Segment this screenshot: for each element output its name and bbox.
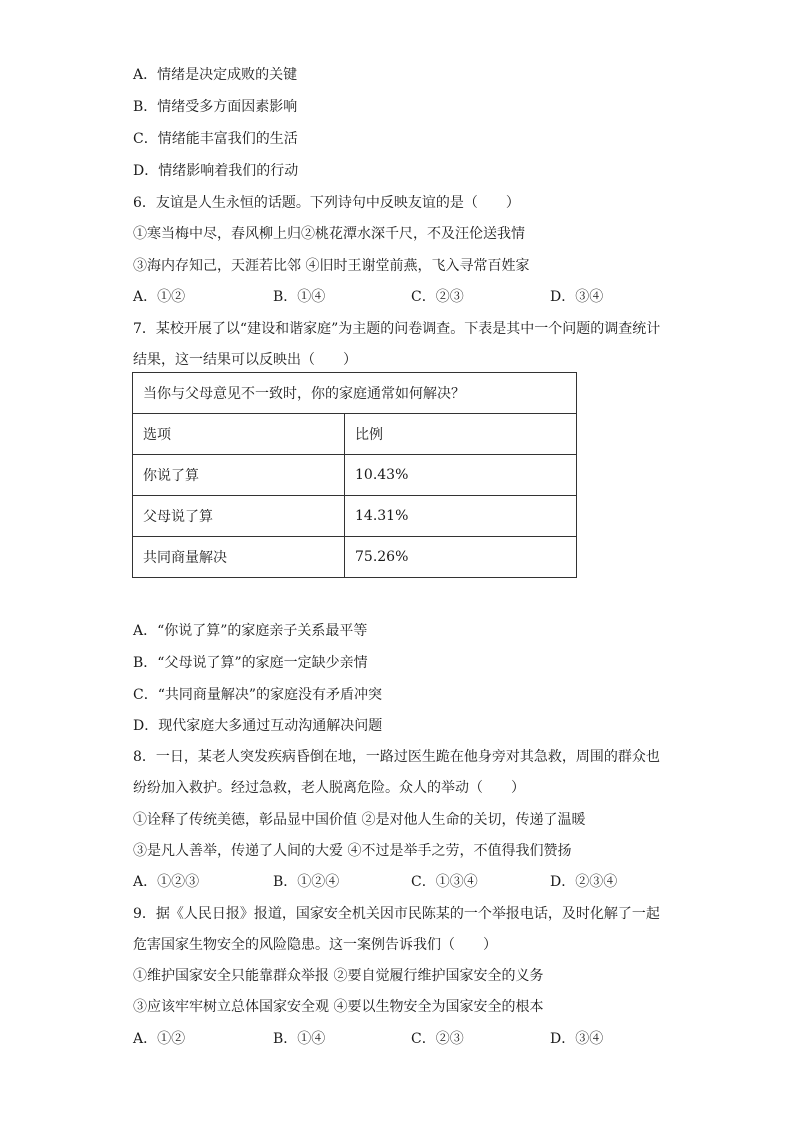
q6-choice-c: C．②③ [411,289,464,305]
table-row [133,373,577,414]
q6-statement-2: ③海内存知己，天涯若比邻 ④旧时王谢堂前燕，飞入寻常百姓家 [133,258,530,274]
header-option: 选项 [133,414,345,455]
q8-statement-1: ①诠释了传统美德，彰品显中国价值 ②是对他人生命的关切，传递了温暖 [133,812,586,828]
q9-statement-2: ③应该牢牢树立总体国家安全观 ④要以生物安全为国家安全的根本 [133,999,544,1015]
q5-option-d: D．情绪影响着我们的行动 [133,163,299,179]
q8-choice-c: C．①③④ [411,874,478,890]
q6-choice-a: A．①② [133,289,186,305]
survey-table [132,372,577,578]
table-header-row [133,414,577,455]
q7-stem-line-2: 结果，这一结果可以反映出（ ） [133,352,357,368]
table-cell: 共同商量解决 [133,537,345,578]
table-cell: 75.26% [345,537,577,578]
q7-option-d: D．现代家庭大多通过互动沟通解决问题 [133,718,383,734]
q9-choice-b: B．①④ [273,1031,326,1047]
table-cell: 14.31% [345,496,577,537]
q9-choice-a: A．①② [133,1031,186,1047]
q6-stem: 6．友谊是人生永恒的话题。下列诗句中反映友谊的是（ ） [133,195,520,211]
q8-choice-b: B．①②④ [273,874,340,890]
table-row [133,537,577,578]
q9-stem-line-2: 危害国家生物安全的风险隐患。这一案例告诉我们（ ） [133,937,497,953]
q8-choice-d: D．②③④ [550,874,618,890]
q7-option-b: B．“父母说了算”的家庭一定缺少亲情 [133,655,368,671]
q5-option-b: B．情绪受多方面因素影响 [133,99,298,115]
q7-stem-line-1: 7．某校开展了以“建设和谐家庭”为主题的问卷调查。下表是其中一个问题的调查统计 [133,321,661,337]
q6-choice-d: D．③④ [550,289,604,305]
q5-option-c: C．情绪能丰富我们的生活 [133,131,298,147]
table-cell: 10.43% [345,455,577,496]
table-cell: 父母说了算 [133,496,345,537]
q8-stem-line-2: 纷纷加入救护。经过急救，老人脱离危险。众人的举动（ ） [133,780,525,796]
q9-choice-c: C．②③ [411,1031,464,1047]
q8-choice-a: A．①②③ [133,874,200,890]
q5-option-a: A．情绪是决定成败的关键 [133,67,298,83]
q8-statement-2: ③是凡人善举，传递了人间的大爱 ④不过是举手之劳，不值得我们赞扬 [133,843,572,859]
table-row [133,455,577,496]
header-ratio: 比例 [345,414,577,455]
q8-choices [133,872,653,892]
q6-choices [133,287,653,307]
q9-stem-line-1: 9．据《人民日报》报道，国家安全机关因市民陈某的一个举报电话，及时化解了一起 [133,906,660,922]
table-cell: 你说了算 [133,455,345,496]
q9-choices [133,1029,653,1049]
q6-choice-b: B．①④ [273,289,326,305]
q8-stem-line-1: 8．一日，某老人突发疾病昏倒在地，一路过医生跪在他身旁对其急救，周围的群众也 [133,749,660,765]
q6-statement-1: ①寒当梅中尽，春风柳上归②桃花潭水深千尺，不及汪伦送我情 [133,226,525,242]
q7-option-c: C．“共同商量解决”的家庭没有矛盾冲突 [133,687,383,703]
q9-statement-1: ①维护国家安全只能靠群众举报 ②要自觉履行维护国家安全的义务 [133,968,544,984]
q9-choice-d: D．③④ [550,1031,604,1047]
survey-question-cell: 当你与父母意见不一致时，你的家庭通常如何解决？ [133,373,577,414]
q7-option-a: A．“你说了算”的家庭亲子关系最平等 [133,623,368,639]
table-row [133,496,577,537]
